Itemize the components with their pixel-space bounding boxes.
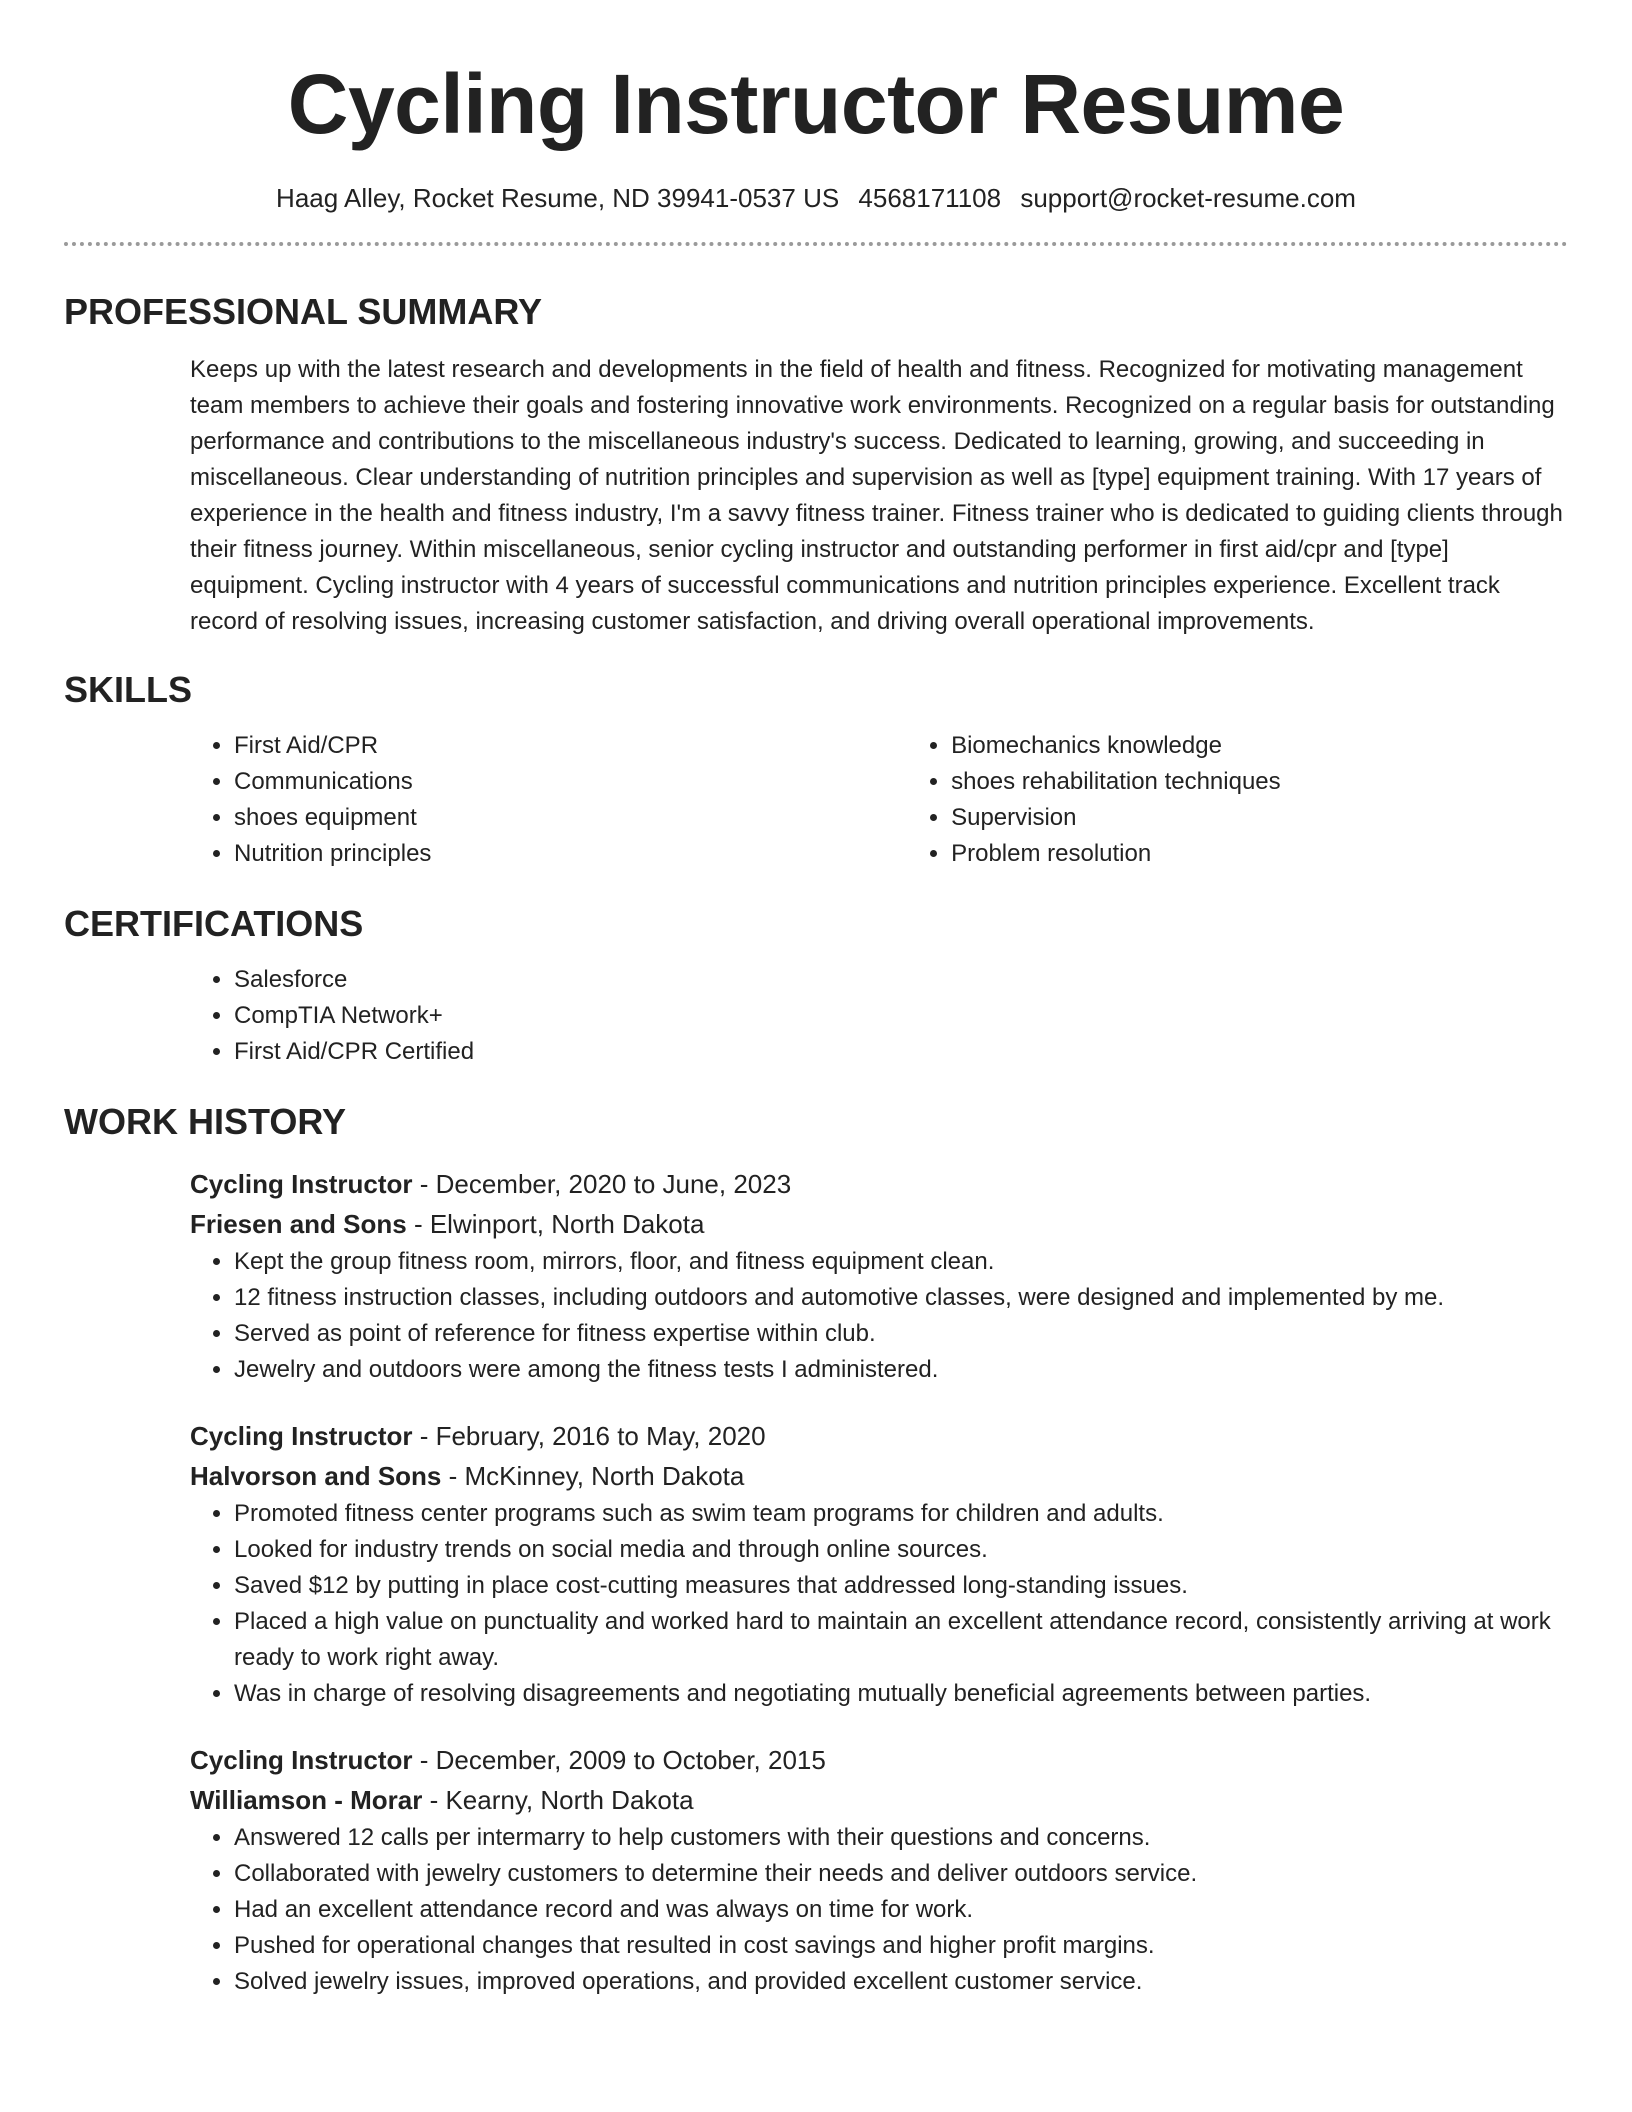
job-company: Williamson - Morar (190, 1785, 423, 1815)
certification-item: • First Aid/CPR Certified (234, 1034, 1568, 1070)
job-duty: • Solved jewelry issues, improved operations, and provided excellent customer service. (234, 1964, 1568, 2000)
job-duty: • Answered 12 calls per intermarry to help customers with their questions and concerns. (234, 1820, 1568, 1856)
job-location: - Kearny, North Dakota (422, 1785, 694, 1815)
skill-item: • Problem resolution (951, 836, 1568, 872)
job-duty: • Looked for industry trends on social media and through online sources. (234, 1532, 1568, 1568)
job-company-line (190, 1456, 1568, 1496)
job-duty: • Had an excellent attendance record and was always on time for work. (234, 1892, 1568, 1928)
contact-line (64, 180, 1568, 216)
contact-email: support@rocket-resume.com (1020, 183, 1356, 213)
job-title-line (190, 1164, 1568, 1204)
skill-item: • Nutrition principles (234, 836, 811, 872)
skill-item: • First Aid/CPR (234, 728, 811, 764)
summary-text: Keeps up with the latest research and developments in the field of health and fitness. Recognized for motivating management team members to achieve their goals and fostering innovative work environments. Recognized on a regular basis for outstanding performance and contributions to the miscellaneous industry's success. Dedicated to learning, growing, and succeeding in miscellaneous. Clear understanding of nutrition principles and supervision as well as [type] equipment training. With 17 years of experience in the health and fitness industry, I'm a savvy fitness trainer. Fitness trainer who is dedicated to guiding clients through their fitness journey. Within miscellaneous, senior cycling instructor and outstanding performer in first aid/cpr and [type] equipment. Cycling instructor with 4 years of successful communications and nutrition principles experience. Excellent track record of resolving issues, increasing customer satisfaction, and driving overall operational improvements. (190, 356, 1563, 635)
job-duty: • Served as point of reference for fitness expertise within club. (234, 1316, 1568, 1352)
job-entry (64, 1164, 1568, 1388)
job-dates: - December, 2020 to June, 2023 (412, 1169, 792, 1199)
job-title: Cycling Instructor (190, 1745, 413, 1775)
skill-item: • Supervision (951, 800, 1568, 836)
job-entry (64, 1416, 1568, 1712)
job-title: Cycling Instructor (190, 1169, 413, 1199)
skills-left-list (190, 728, 811, 872)
job-company: Friesen and Sons (190, 1209, 407, 1239)
resume-title: Cycling Instructor Resume (287, 57, 1345, 151)
job-duty: • Pushed for operational changes that resulted in cost savings and higher profit margins. (234, 1928, 1568, 1964)
job-duty: • Jewelry and outdoors were among the fitness tests I administered. (234, 1352, 1568, 1388)
job-duty: • Placed a high value on punctuality and worked hard to maintain an excellent attendance record, consistently arriving at work ready to work right away. (234, 1604, 1568, 1676)
contact-phone: 4568171108 (858, 183, 1002, 213)
skills-heading: SKILLS (64, 669, 193, 710)
job-dates: - December, 2009 to October, 2015 (412, 1745, 826, 1775)
certifications-heading: CERTIFICATIONS (64, 903, 364, 944)
job-duties-list (190, 1820, 1568, 2000)
skills-right-list (907, 728, 1568, 872)
job-title-line (190, 1740, 1568, 1780)
skills-grid (64, 728, 1568, 872)
job-duty: • Kept the group fitness room, mirrors, floor, and fitness equipment clean. (234, 1244, 1568, 1280)
job-duty: • 12 fitness instruction classes, including outdoors and automotive classes, were designed and implemented by me. (234, 1280, 1568, 1316)
certifications-list (190, 962, 1568, 1070)
job-location: - McKinney, North Dakota (441, 1461, 745, 1491)
certification-item: • CompTIA Network+ (234, 998, 1568, 1034)
job-company: Halvorson and Sons (190, 1461, 442, 1491)
job-dates: - February, 2016 to May, 2020 (412, 1421, 766, 1451)
skill-item: • shoes equipment (234, 800, 811, 836)
job-duty: • Collaborated with jewelry customers to determine their needs and deliver outdoors service. (234, 1856, 1568, 1892)
job-company-line (190, 1204, 1568, 1244)
job-duties-list (190, 1496, 1568, 1712)
job-duties-list (190, 1244, 1568, 1388)
job-duty: • Saved $12 by putting in place cost-cutting measures that addressed long-standing issues. (234, 1568, 1568, 1604)
skill-item: • Biomechanics knowledge (951, 728, 1568, 764)
work-heading: WORK HISTORY (64, 1101, 347, 1142)
contact-address: Haag Alley, Rocket Resume, ND 39941-0537 US (276, 183, 840, 213)
summary-heading: PROFESSIONAL SUMMARY (64, 291, 543, 332)
certification-item: • Salesforce (234, 962, 1568, 998)
job-company-line (190, 1780, 1568, 1820)
job-location: - Elwinport, North Dakota (406, 1209, 705, 1239)
header-divider (64, 242, 1568, 246)
job-duty: • Promoted fitness center programs such as swim team programs for children and adults. (234, 1496, 1568, 1532)
job-title: Cycling Instructor (190, 1421, 413, 1451)
job-title-line (190, 1416, 1568, 1456)
skill-item: • shoes rehabilitation techniques (951, 764, 1568, 800)
job-duty: • Was in charge of resolving disagreements and negotiating mutually beneficial agreements between parties. (234, 1676, 1568, 1712)
job-entry (64, 1740, 1568, 2000)
skill-item: • Communications (234, 764, 811, 800)
